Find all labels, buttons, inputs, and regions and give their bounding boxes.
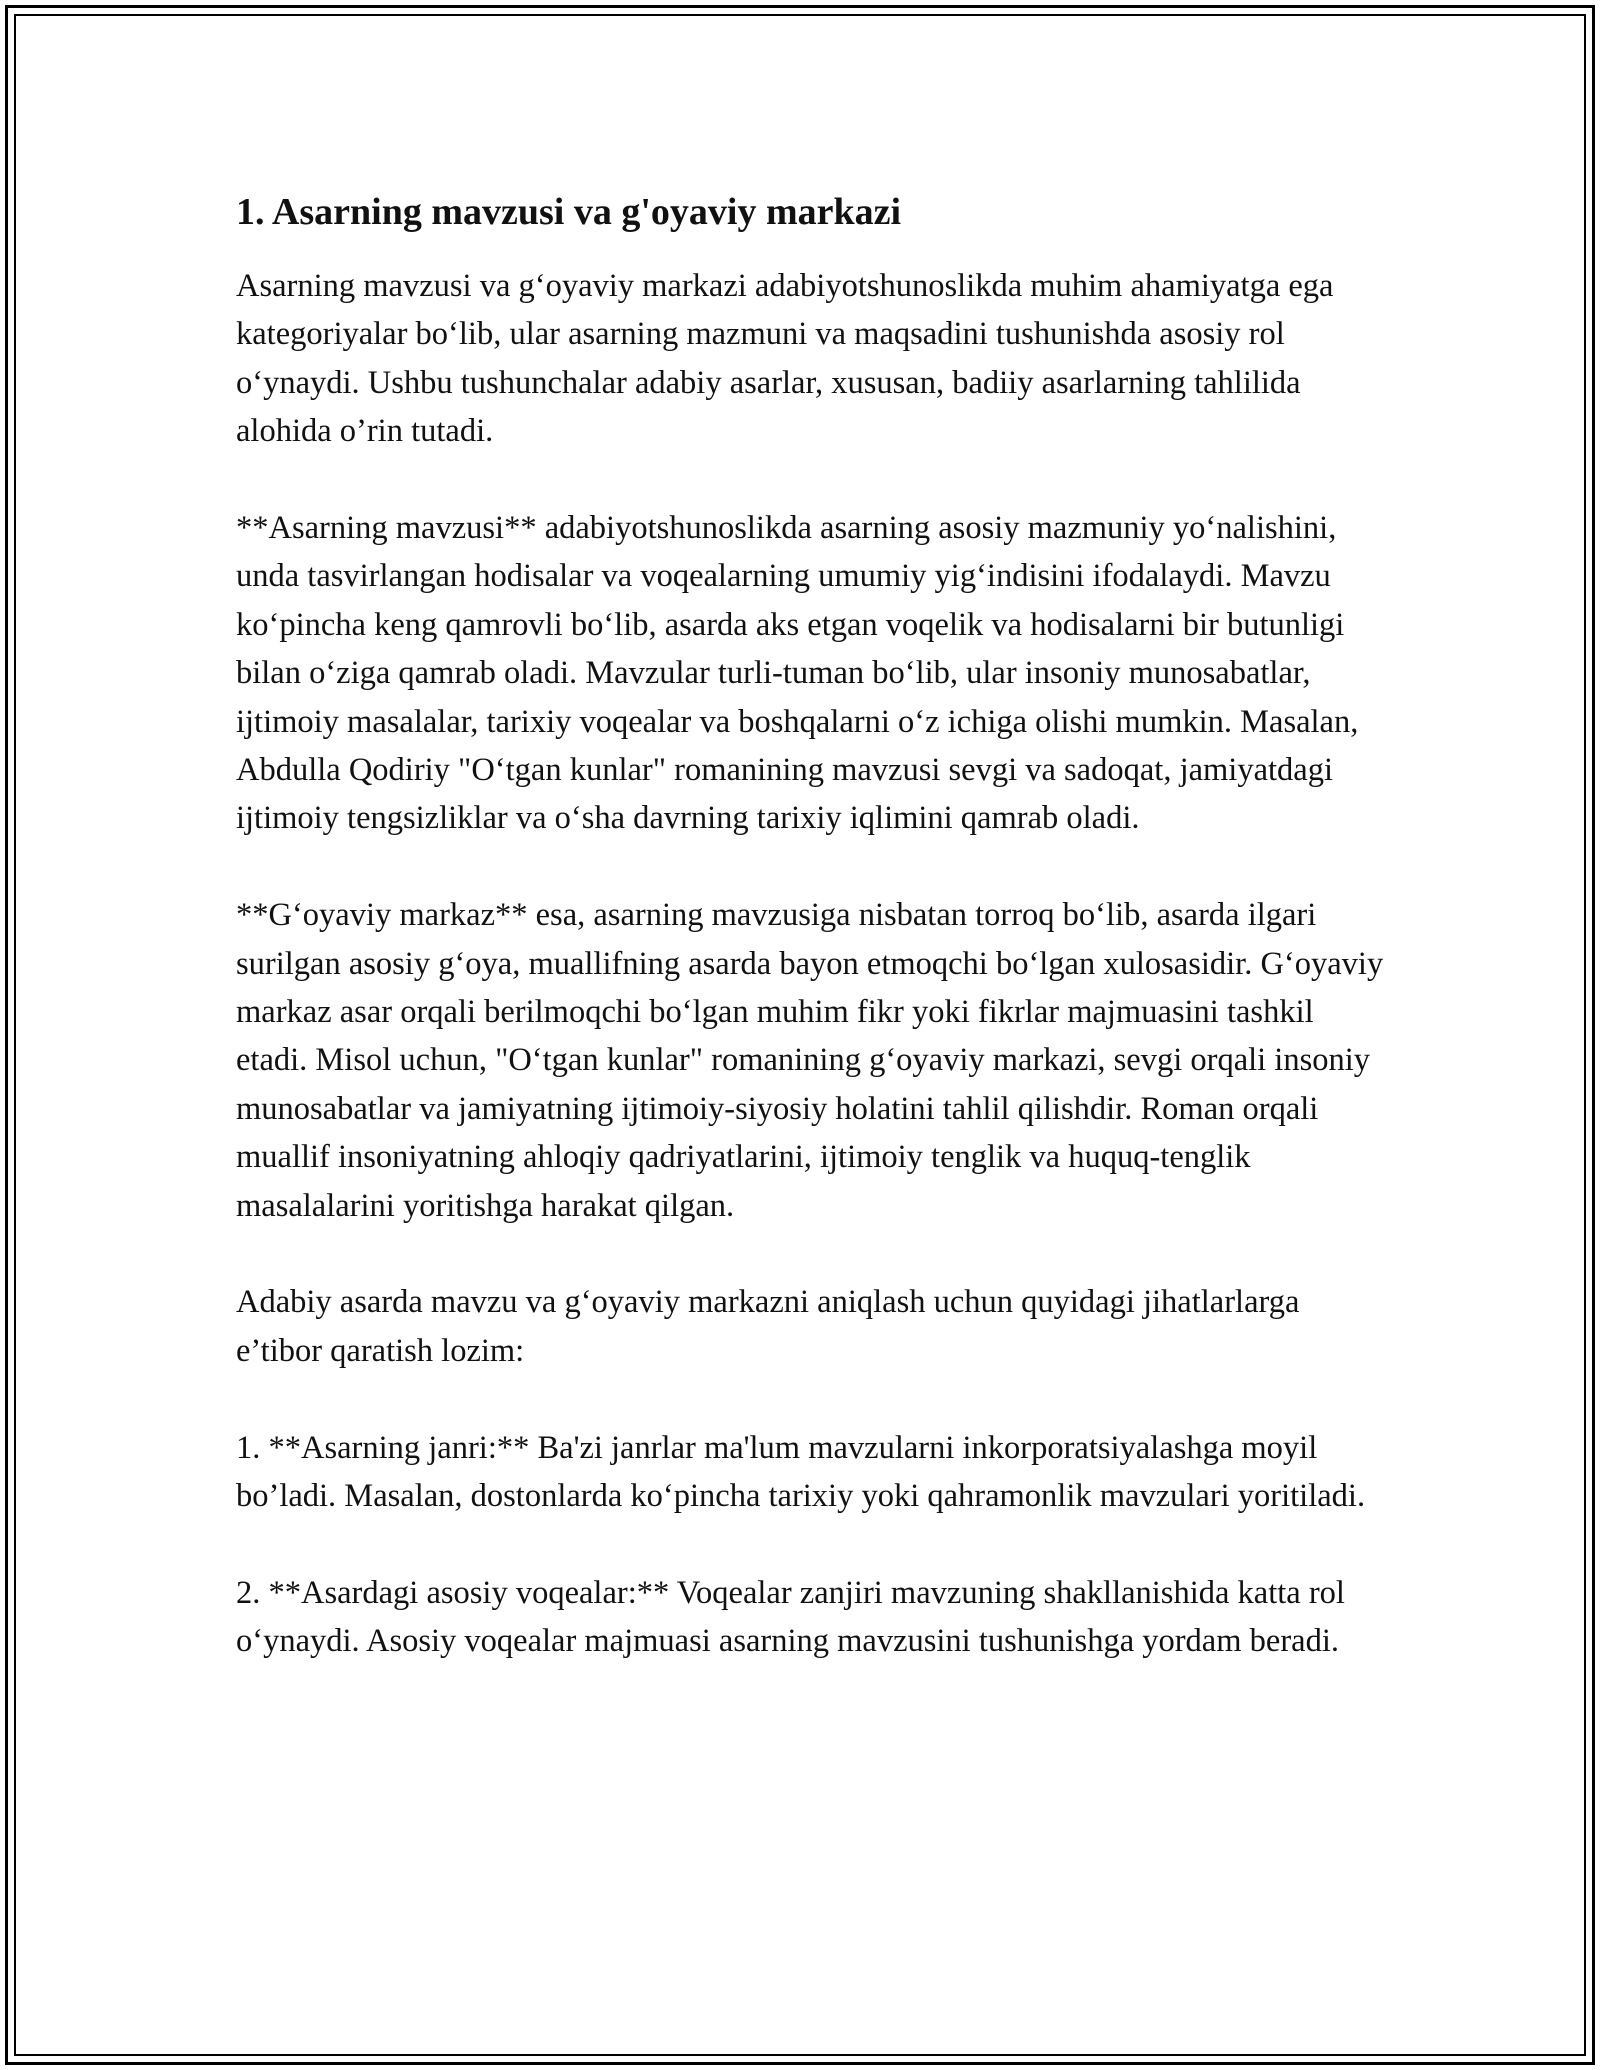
paragraph-aspects-intro: Adabiy asarda mavzu va g‘oyaviy markazni aniqlash uchun quyidagi jihatlarlarga e’tibor qaratish lozim: <box>236 1284 1300 1369</box>
list-item-genre: 1. **Asarning janri:** Ba'zi janrlar ma'lum mavzularni inkorporatsiyalashga moyil bo’ladi. Masalan, dostonlarda ko‘pincha tarixiy yoki qahramonlik mavzulari yoritiladi. <box>236 1429 1366 1515</box>
paragraph-ideological-center: **G‘oyaviy markaz** esa, asarning mavzusiga nisbatan torroq bo‘lib, asarda ilgari surilgan asosiy g‘oya, muallifning asarda bayon etmoqchi bo‘lgan xulosasidir. G‘oyaviy markaz asar orqali berilmoqchi bo‘lgan muhim fikr yoki fikrlar majmuasini tashkil etadi. Misol uchun, "O‘tgan kunlar" romanining g‘oyaviy markazi, sevgi orqali insoniy munosabatlar va jamiyatning ijtimoiy-siyosiy holatini tahlil qilishdir. Roman orqali muallif insoniyatning ahloqiy qadriyatlarini, ijtimoiy tenglik va huquq-tenglik masalalarini yoritishga harakat qilgan. <box>236 897 1384 1224</box>
paragraph-theme: **Asarning mavzusi** adabiyotshunoslikda asarning asosiy mazmuniy yo‘nalishini, unda tasvirlangan hodisalar va voqealarning umumiy yig‘indisini ifodalaydi. Mavzu ko‘pincha keng qamrovli bo‘lib, asarda aks etgan voqelik va hodisalarni bir butunligi bilan o‘ziga qamrab oladi. Mavzular turli-tuman bo‘lib, ular insoniy munosabatlar, ijtimoiy masalalar, tarixiy voqealar va boshqalarni o‘z ichiga olishi mumkin. Masalan, Abdulla Qodiriy "O‘tgan kunlar" romanining mavzusi sevgi va sadoqat, jamiyatdagi ijtimoiy tengsizliklar va o‘sha davrning tarixiy iqlimini qamrab oladi. <box>236 510 1359 837</box>
list-item-events: 2. **Asardagi asosiy voqealar:** Voqealar zanjiri mavzuning shakllanishida katta rol o‘ynaydi. Asosiy voqealar majmuasi asarning mavzusini tushunishga yordam beradi. <box>236 1574 1345 1660</box>
document-body <box>236 184 1386 1714</box>
paragraph-intro: Asarning mavzusi va g‘oyaviy markazi adabiyotshunoslikda muhim ahamiyatga ega kategoriyalar bo‘lib, ular asarning mazmuni va maqsadini tushunishda asosiy rol o‘ynaydi. Ushbu tushunchalar adabiy asarlar, xususan, badiiy asarlarning tahlilida alohida o’rin tutadi. <box>236 268 1334 450</box>
section-heading: 1. Asarning mavzusi va g'oyaviy markazi <box>236 191 902 233</box>
